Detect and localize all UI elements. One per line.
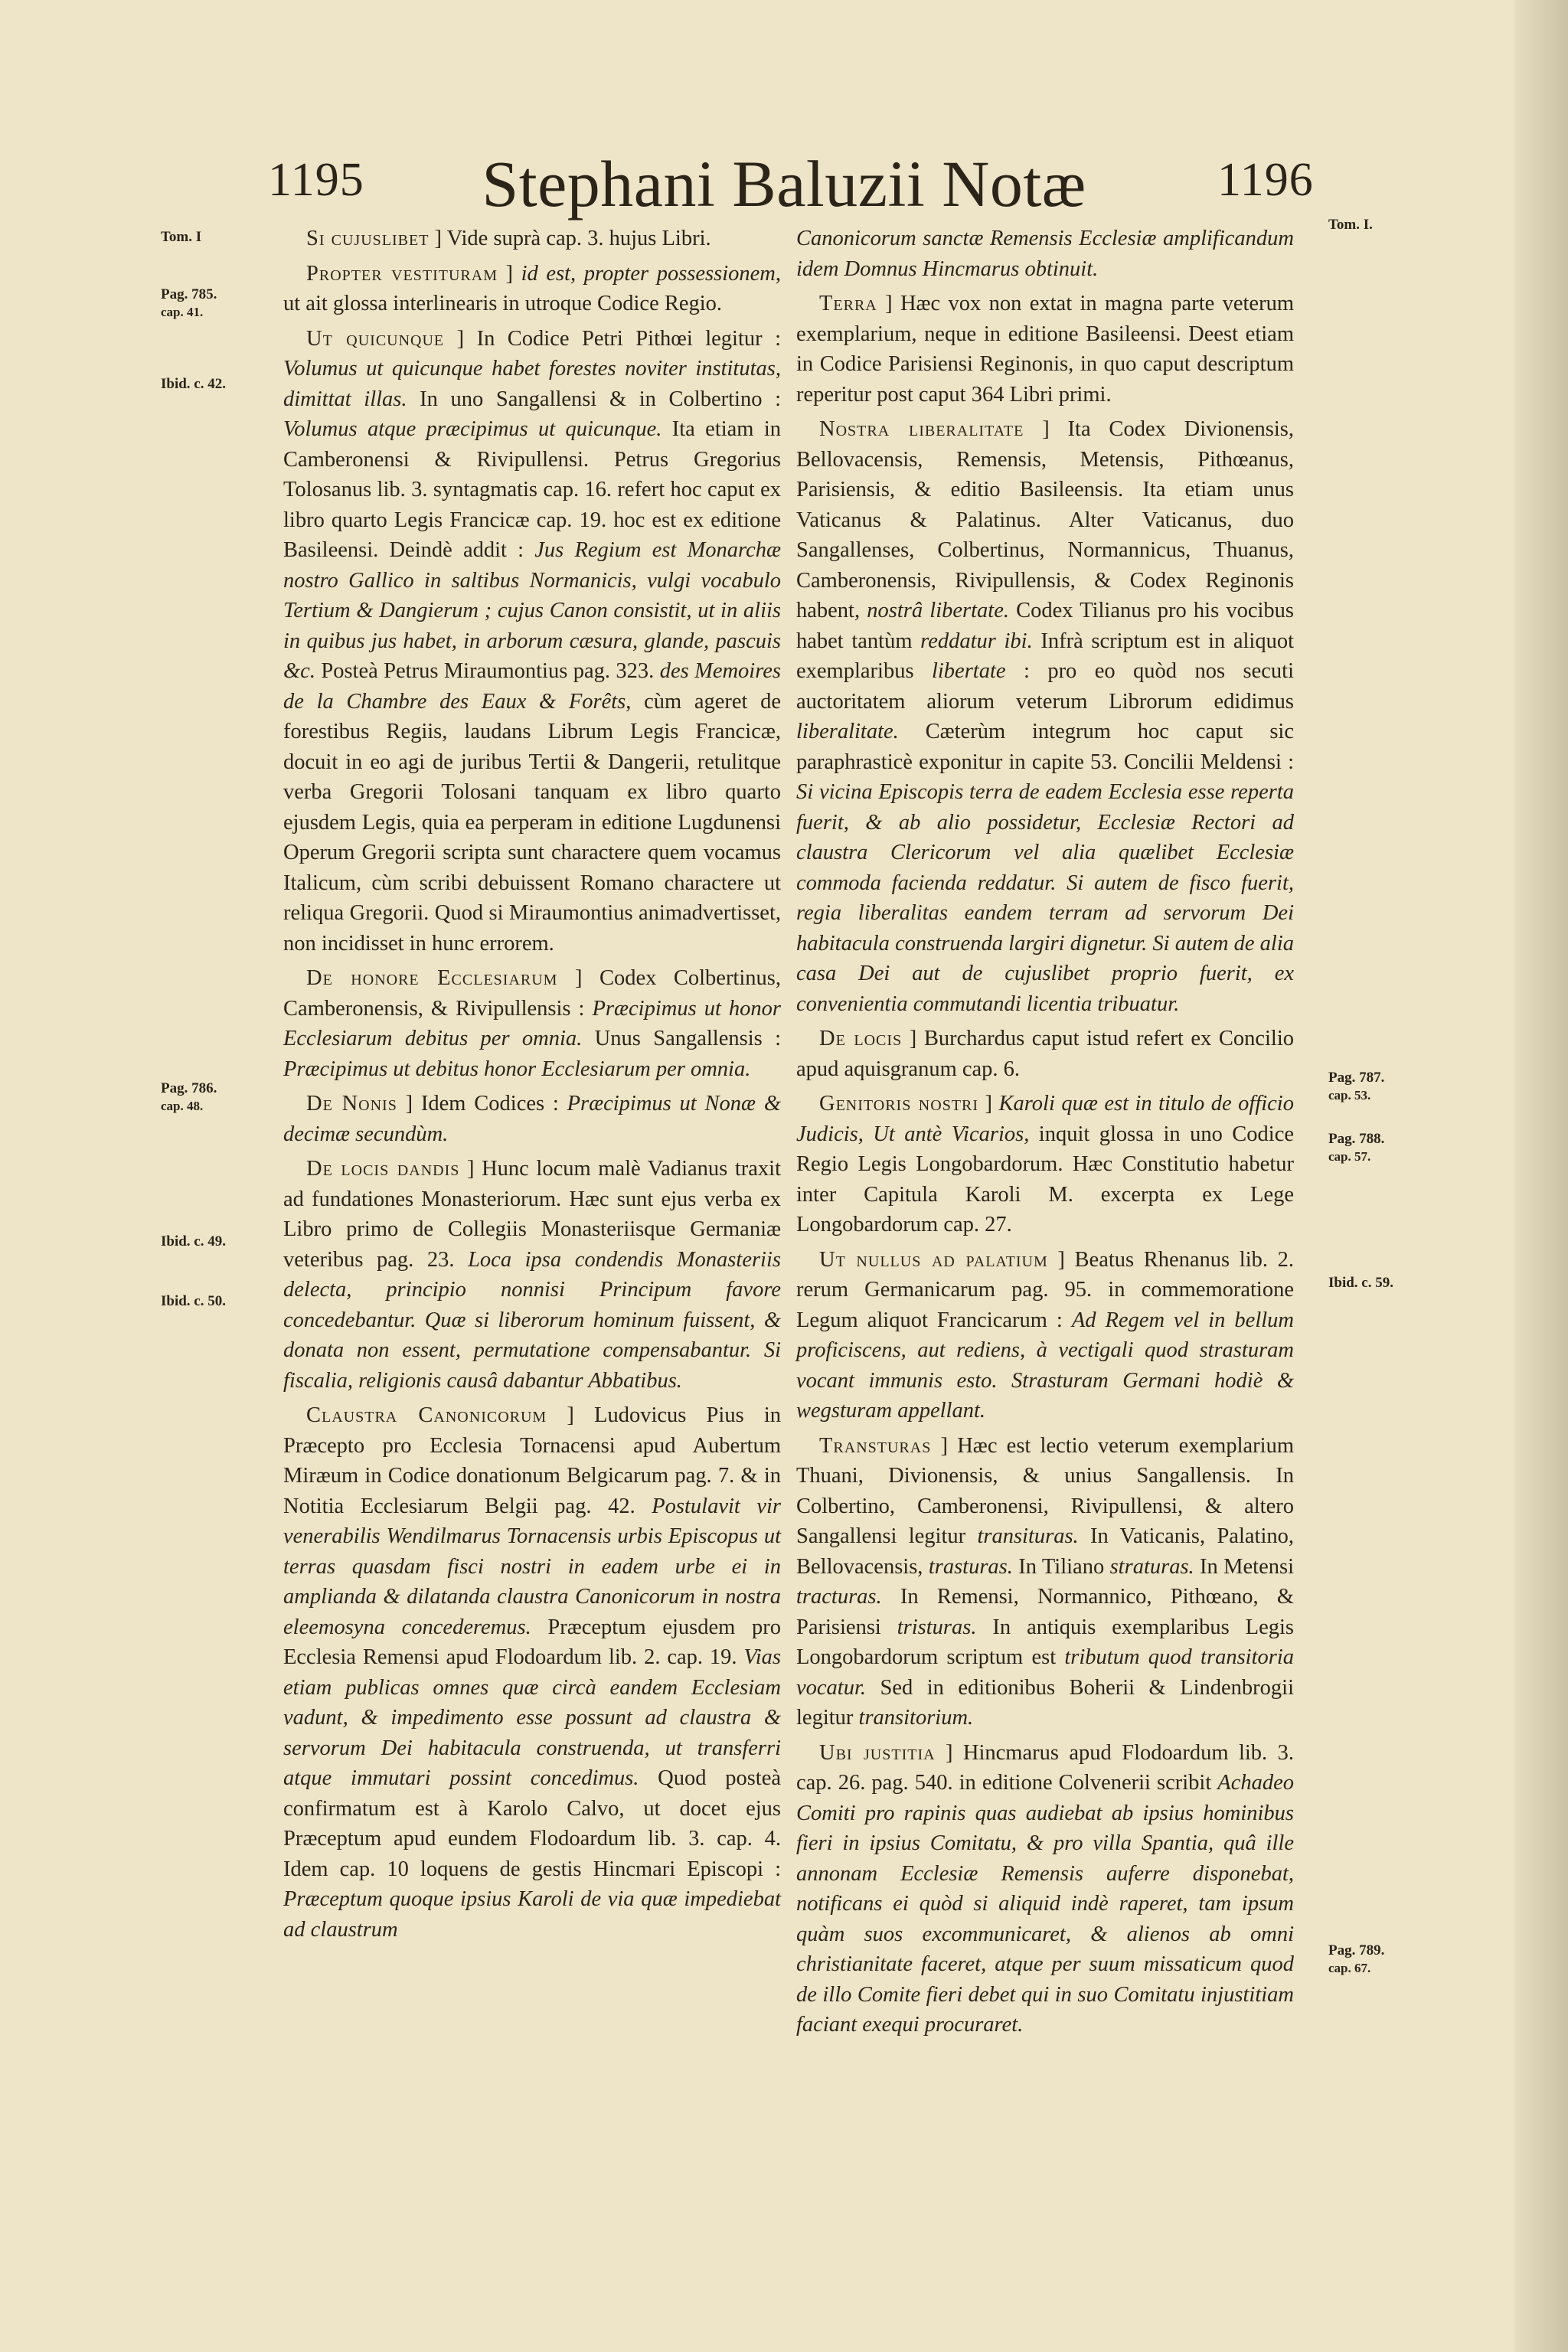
- margin-note: Ibid. c. 42.: [161, 376, 226, 392]
- margin-note: Ibid. c. 49.: [161, 1233, 226, 1250]
- margin-note: Tom. I: [161, 229, 202, 245]
- note-paragraph: Ubi justitia ] Hincmarus apud Flodoardum lib. 3. cap. 26. pag. 540. in editione Colvenerii scribit Achadeo Comiti pro rapinis quas audiebat ab ipsius hominibus fieri in ipsius Comitatu, & pro villa Spantia, quâ ille annonam Ecclesiæ Remensis auferre disponebat, notificans ei quòd si aliquid indè raperet, tam ipsum quàm suos excommunicaret, & alienos ab omni christianitate faceret, atque per suum missaticum quod de illo Comite fieri debet qui in suo Comitatu injustitiam faciant exequi procuraret.: [796, 1740, 1294, 2037]
- note-paragraph: Canonicorum sanctæ Remensis Ecclesiæ amplificandum idem Domnus Hincmarus obtinuit.: [796, 227, 1294, 281]
- margin-note: Pag. 787. cap. 53.: [1328, 1070, 1385, 1102]
- margin-note: Ibid. c. 50.: [161, 1293, 226, 1309]
- note-paragraph: De Nonis ] Idem Codices : Præcipimus ut Nonæ & decimæ secundùm.: [283, 1092, 781, 1146]
- margin-note: Pag. 785. cap. 41.: [161, 286, 217, 319]
- note-paragraph: Ut nullus ad palatium ] Beatus Rhenanus lib. 2. rerum Germanicarum pag. 95. in commemoratione Legum aliquot Francicarum : Ad Regem vel in bellum proficiscens, aut rediens, à vectigali quod strasturam vocant immunis esto. Strasturam Germani hodiè & wegsturam appellant.: [796, 1247, 1294, 1423]
- margin-note: Pag. 788. cap. 57.: [1328, 1131, 1385, 1164]
- margin-note: Pag. 786. cap. 48.: [161, 1080, 217, 1113]
- right-column: [796, 224, 1294, 2045]
- margin-note: Tom. I.: [1328, 217, 1373, 233]
- note-paragraph: Si cujuslibet ] Vide suprà cap. 3. hujus Libri.: [306, 227, 711, 250]
- note-paragraph: De honore Ecclesiarum ] Codex Colbertinus, Camberonensis, & Rivipullensis : Præcipimus ut honor Ecclesiarum debitus per omnia. Unus Sangallensis : Præcipimus ut debitus honor Ecclesiarum per omnia.: [283, 966, 782, 1081]
- note-paragraph: Genitoris nostri ] Karoli quæ est in titulo de officio Judicis, Ut antè Vicarios, inquit glossa in uno Codice Regio Legis Longobardorum. Hæc Constitutio habetur inter Capitula Karoli M. excerpta ex Lege Longobardorum cap. 27.: [796, 1092, 1294, 1236]
- note-paragraph: De locis ] Burchardus caput istud refert ex Concilio apud aquisgranum cap. 6.: [796, 1027, 1294, 1081]
- note-paragraph: Ut quicunque ] In Codice Petri Pithœi legitur : Volumus ut quicunque habet forestes noviter institutas, dimittat illas. In uno Sangallensi & in Colbertino : Volumus atque præcipimus ut quicunque. Ita etiam in Camberonensi & Rivipullensi. Petrus Gregorius Tolosanus lib. 3. syntagmatis cap. 16. refert hoc caput ex libro quarto Legis Francicæ cap. 19. hoc est ex editione Basileensi. Deindè addit : Jus Regium est Monarchæ nostro Gallico in saltibus Normanicis, vulgi vocabulo Tertium & Dangierum ; cujus Canon consistit, ut in aliis in quibus jus habet, in arborum cæsura, glande, pascuis &c. Posteà Petrus Miraumontius pag. 323. des Memoires de la Chambre des Eaux & Forêts, cùm ageret de forestibus Regiis, laudans Librum Legis Francicæ, docuit in eo agi de juribus Tertii & Dangerii, retulitque verba Gregorii Tolosani tanquam ex libro quarto ejusdem Legis, quia ea perperam in editione Lugdunensi Operum Gregorii scripta sunt charactere quem vocamus Italicum, cùm scribi debuissent Romano charactere ut reliqua Gregorii. Quod si Miraumontius animadvertisset, non incidisset in hunc errorem.: [283, 326, 782, 956]
- note-paragraph: Nostra liberalitate ] Ita Codex Divionensis, Bellovacensis, Remensis, Metensis, Pithœanus, Parisiensis, & editio Basileensis. Ita etiam unus Vaticanus & Palatinus. Alter Vaticanus, duo Sangallenses, Colbertinus, Normannicus, Thuanus, Camberonensis, Rivipullensis, & Codex Reginonis habent, nostrâ libertate. Codex Tilianus pro his vocibus habet tantùm reddatur ibi. Infrà scriptum est in aliquot exemplaribus libertate : pro eo quòd nos secuti auctoritatem aliorum veterum Librorum edidimus liberalitate. Cæterùm integrum hoc caput sic paraphrasticè exponitur in capite 53. Concilii Meldensi : Si vicina Episcopis terra de eadem Ecclesia esse reperta fuerit, & ab alio possidetur, Ecclesiæ Rectori ad claustra Clericorum vel alia quælibet Ecclesiæ commoda facienda reddatur. Si autem de fisco fuerit, regia liberalitas eandem terram ad servorum Dei habitacula construenda largiri dignetur. Si autem de alia casa Dei aut de cujuslibet proprio fuerit, ex convenientia commutandi licentia tribuatur.: [796, 417, 1294, 1016]
- note-paragraph: Propter vestituram ] id est, propter possessionem, ut ait glossa interlinearis in utroque Codice Regio.: [283, 261, 781, 315]
- margin-note: Ibid. c. 59.: [1328, 1275, 1393, 1291]
- note-paragraph: Terra ] Hæc vox non extat in magna parte veterum exemplarium, neque in editione Basileensi. Deest etiam in Codice Parisiensi Reginonis, in quo caput descriptum reperitur post caput 364 Libri primi.: [796, 292, 1294, 407]
- page-number-left: 1195: [268, 154, 364, 206]
- note-paragraph: Claustra Canonicorum ] Ludovicus Pius in Præcepto pro Ecclesia Tornacensi apud Aubertum Miræum in Codice donationum Belgicarum pag. 7. & in Notitia Ecclesiarum Belgii pag. 42. Postulavit vir venerabilis Wendilmarus Tornacensis urbis Episcopus ut terras quasdam fisci nostri in eadem urbe ei in amplianda & dilatanda claustra Canonicorum in nostra eleemosyna concederemus. Præceptum ejusdem pro Ecclesia Remensi apud Flodoardum lib. 2. cap. 19. Vias etiam publicas omnes quæ circà eandem Ecclesiam vadunt, & impedimento esse possunt ad claustra & servorum Dei habitacula construenda, ut transferri atque immutari possint concedimus. Quod posteà confirmatum est à Karolo Calvo, ut docet ejus Præceptum apud eundem Flodoardum lib. 3. cap. 4. Idem cap. 10 loquens de gestis Hincmari Episcopi : Præceptum quoque ipsius Karoli de via quæ impediebat ad claustrum: [283, 1403, 782, 1942]
- page-edge: [1514, 0, 1568, 2352]
- page-number-right: 1196: [1217, 154, 1314, 206]
- note-paragraph: De locis dandis ] Hunc locum malè Vadianus traxit ad fundationes Monasteriorum. Hæc sunt ejus verba ex Libro primo de Collegiis Monasteriisque Germaniæ veteribus pag. 23. Loca ipsa condendis Monasteriis delecta, principio nonnisi Principum favore concedebantur. Quæ si liberorum hominum fuissent, & donata non essent, permutatione compensabantur. Si fiscalia, religionis causâ dabantur Abbatibus.: [283, 1157, 781, 1393]
- left-column: [283, 224, 781, 1949]
- note-paragraph: Transturas ] Hæc est lectio veterum exemplarium Thuani, Divionensis, & unius Sangallensis. In Colbertino, Camberonensi, Rivipullensi, & altero Sangallensi legitur transituras. In Vaticanis, Palatino, Bellovacensis, trasturas. In Tiliano straturas. In Metensi tracturas. In Remensi, Normannico, Pithœano, & Parisiensi tristuras. In antiquis exemplaribus Legis Longobardorum scriptum est tributum quod transitoria vocatur. Sed in editionibus Boherii & Lindenbrogii legitur transitorium.: [796, 1433, 1295, 1730]
- page-title: Stephani Baluzii Notæ: [482, 147, 1086, 220]
- margin-note: Pag. 789. cap. 67.: [1328, 1942, 1385, 1975]
